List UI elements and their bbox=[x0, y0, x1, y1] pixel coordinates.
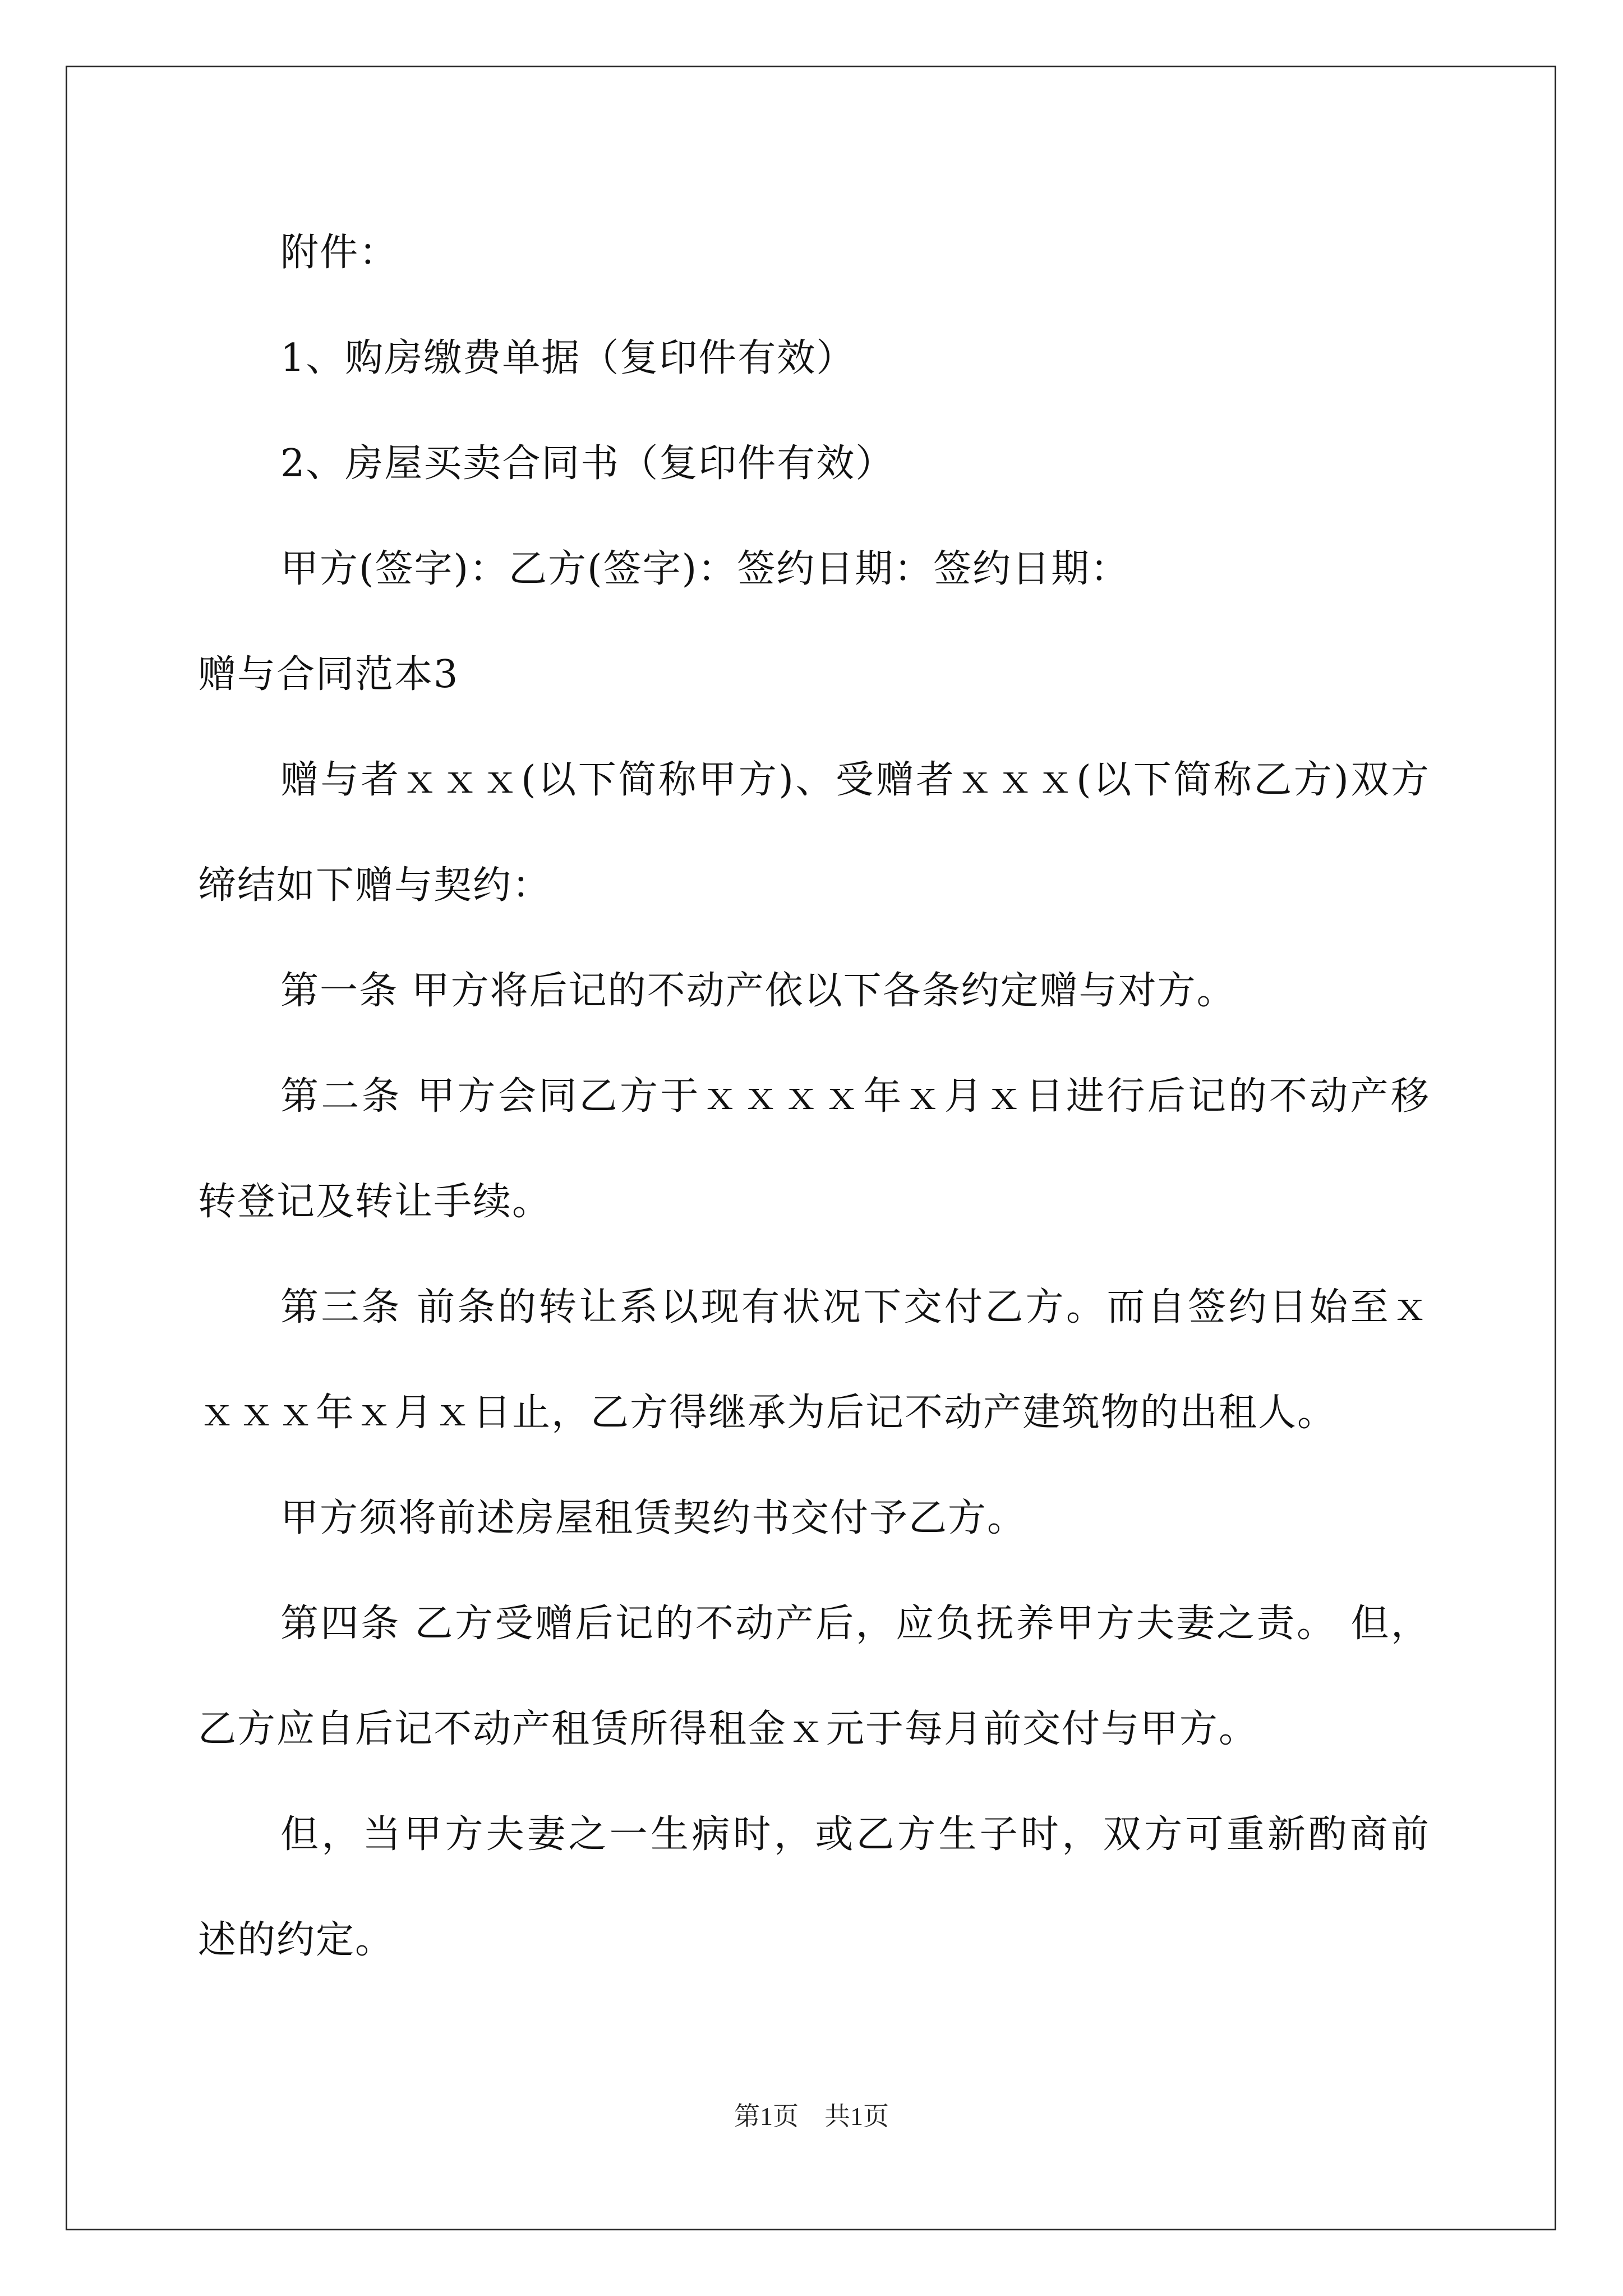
signature-line: 甲方(签字)：乙方(签字)：签约日期：签约日期： bbox=[280, 547, 1130, 591]
article-4-line-2: 乙方应自后记不动产租赁所得租金ｘ元于每月前交付与甲方。 bbox=[198, 1707, 1258, 1751]
attachment-item-1: 1、购房缴费单据（复印件有效） bbox=[280, 336, 856, 380]
article-4-note-line-1: 但，当甲方夫妻之一生病时，或乙方生子时，双方可重新酌商前 bbox=[280, 1812, 1430, 1857]
article-3-line-2: ｘｘｘ年ｘ月ｘ日止，乙方得继承为后记不动产建筑物的出租人。 bbox=[198, 1391, 1337, 1435]
page-border bbox=[66, 66, 1556, 2230]
article-4-note-line-2: 述的约定。 bbox=[198, 1918, 395, 1962]
article-2-line-1: 第二条 甲方会同乙方于ｘｘｘｘ年ｘ月ｘ日进行后记的不动产移 bbox=[280, 1074, 1430, 1119]
page-footer: 第1页 共1页 bbox=[734, 2102, 889, 2131]
article-3-line-1: 第三条 前条的转让系以现有状况下交付乙方。而自签约日始至ｘ bbox=[280, 1285, 1430, 1329]
article-1: 第一条 甲方将后记的不动产依以下各条约定赠与对方。 bbox=[280, 969, 1236, 1013]
paragraph-intro-line-2: 缔结如下赠与契约： bbox=[198, 863, 552, 908]
attachments-heading: 附件： bbox=[280, 231, 399, 275]
paragraph-intro-line-1: 赠与者ｘｘｘ(以下简称甲方)、受赠者ｘｘｘ(以下简称乙方)双方 bbox=[280, 758, 1430, 802]
article-2-line-2: 转登记及转让手续。 bbox=[198, 1180, 552, 1224]
article-4-line-1: 第四条 乙方受赠后记的不动产后，应负抚养甲方夫妻之责。 但， bbox=[280, 1602, 1430, 1646]
section-title: 赠与合同范本3 bbox=[198, 652, 459, 697]
article-3-note: 甲方须将前述房屋租赁契约书交付予乙方。 bbox=[280, 1496, 1027, 1540]
attachment-item-2: 2、房屋买卖合同书（复印件有效） bbox=[280, 441, 895, 486]
